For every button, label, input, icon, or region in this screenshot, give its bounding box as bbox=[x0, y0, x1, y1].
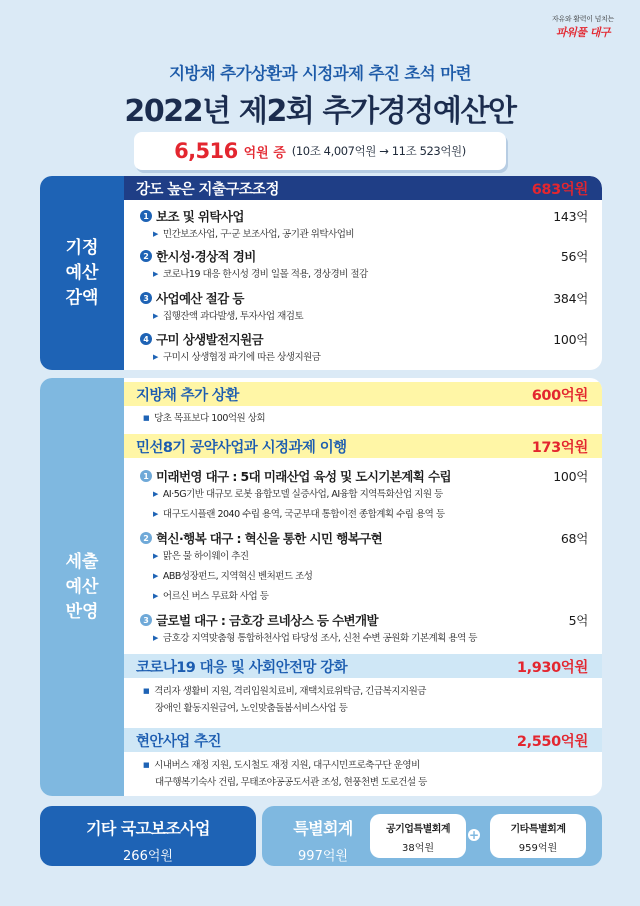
section-title: 현안사업 추진 bbox=[136, 733, 221, 750]
section-amount: 173억원 bbox=[531, 439, 588, 456]
triangle-bullet-icon: ▶ bbox=[153, 572, 158, 580]
item-title: 혁신·행복 대구 : 혁신을 통한 시민 행복구현 bbox=[156, 531, 383, 546]
section-title: 강도 높은 지출구조조정 bbox=[136, 181, 279, 198]
reduction-item-3-detail bbox=[153, 309, 588, 324]
item-title: 한시성·경상적 경비 bbox=[156, 249, 256, 264]
total-amount: 6,516 bbox=[174, 139, 238, 163]
page-title: 2022년 제2회 추가경정예산안 bbox=[124, 94, 516, 129]
item-title: 보조 및 위탁사업 bbox=[156, 209, 244, 224]
pending-note-2 bbox=[155, 775, 588, 790]
reduction-item-2-detail bbox=[153, 267, 588, 282]
detail-text: 어르신 버스 무료화 사업 등 bbox=[162, 591, 269, 602]
item-title: 미래번영 대구 : 5대 미래산업 육성 및 도시기본계획 수립 bbox=[156, 469, 451, 484]
brand-logo bbox=[552, 14, 614, 40]
item-amount: 384억 bbox=[553, 291, 588, 306]
special-account-main bbox=[278, 816, 368, 864]
special-account-box bbox=[262, 806, 602, 866]
plus-icon: + bbox=[468, 828, 480, 842]
item-amount: 100억 bbox=[553, 332, 588, 347]
pledge-item-3-detail-1 bbox=[153, 631, 588, 646]
square-bullet-icon: ■ bbox=[143, 761, 150, 769]
expenditure-block bbox=[40, 378, 602, 796]
pledge-item-1-detail-2 bbox=[153, 507, 588, 522]
note-text: 시내버스 재정 지원, 도시철도 재정 지원, 대구시민프로축구단 운영비 bbox=[154, 760, 420, 771]
total-budget-pill bbox=[134, 132, 506, 170]
box-title: 기타특별회계 bbox=[510, 824, 566, 835]
number-2-icon: 2 bbox=[140, 532, 152, 544]
box-amount: 38억원 bbox=[401, 843, 435, 854]
reduction-item-3 bbox=[140, 289, 588, 307]
detail-text: 민간보조사업, 구·군 보조사업, 공기관 위탁사업비 bbox=[162, 229, 355, 240]
square-bullet-icon: ■ bbox=[143, 687, 150, 695]
total-unit: 억원 증 bbox=[243, 145, 286, 161]
section-title: 지방채 추가 상환 bbox=[136, 387, 239, 404]
section-bond-repayment bbox=[124, 382, 602, 406]
triangle-bullet-icon: ▶ bbox=[153, 270, 158, 278]
detail-text: ABB성장펀드, 지역혁신 벤처펀드 조성 bbox=[162, 571, 313, 582]
triangle-bullet-icon: ▶ bbox=[153, 634, 158, 642]
pledge-item-2 bbox=[140, 529, 588, 547]
reduction-item-2 bbox=[140, 247, 588, 265]
detail-text: 코로나19 대응 한시성 경비 일몰 적용, 경상경비 절감 bbox=[162, 269, 368, 280]
triangle-bullet-icon: ▶ bbox=[153, 312, 158, 320]
note-text: 당초 목표보다 100억원 상회 bbox=[154, 413, 266, 424]
detail-text: 금호강 지역맞춤형 통합하천사업 타당성 조사, 신천 수변 공원화 기본계획 용역 등 bbox=[162, 633, 477, 644]
triangle-bullet-icon: ▶ bbox=[153, 552, 158, 560]
number-1-icon: 1 bbox=[140, 210, 152, 222]
pledge-item-2-detail-1 bbox=[153, 549, 588, 564]
item-amount: 143억 bbox=[553, 209, 588, 224]
item-amount: 68억 bbox=[560, 531, 588, 546]
note-text: 대구행복기숙사 건립, 무태조야공공도서관 조성, 현풍천변 도로건설 등 bbox=[155, 777, 427, 788]
triangle-bullet-icon: ▶ bbox=[153, 490, 158, 498]
section-spending-restructure bbox=[124, 176, 602, 200]
number-2-icon: 2 bbox=[140, 250, 152, 262]
special-account-amount: 997억원 bbox=[298, 849, 348, 864]
pledge-item-3 bbox=[140, 611, 588, 629]
note-text: 격리자 생활비 지원, 격리입원치료비, 재택치료위탁금, 긴급복지지원금 bbox=[154, 686, 426, 697]
section-title: 코로나19 대응 및 사회안전망 강화 bbox=[136, 659, 348, 676]
item-amount: 5억 bbox=[568, 613, 588, 628]
page-subtitle: 지방채 추가상환과 시정과제 추진 초석 마련 bbox=[169, 64, 471, 83]
section-title: 민선8기 공약사업과 시정과제 이행 bbox=[136, 439, 347, 456]
pledge-item-2-detail-3 bbox=[153, 589, 588, 604]
national-subsidy-box bbox=[40, 806, 256, 866]
reduction-item-4 bbox=[140, 330, 588, 348]
triangle-bullet-icon: ▶ bbox=[153, 510, 158, 518]
section-amount: 683억원 bbox=[531, 181, 588, 198]
pledge-item-2-detail-2 bbox=[153, 569, 588, 584]
pledge-item-1 bbox=[140, 467, 588, 485]
pledge-item-1-detail-1 bbox=[153, 487, 588, 502]
special-account-title: 특별회계 bbox=[293, 819, 353, 838]
covid-note-2 bbox=[155, 701, 588, 716]
number-3-icon: 3 bbox=[140, 614, 152, 626]
reduction-item-1 bbox=[140, 207, 588, 225]
item-amount: 56억 bbox=[560, 249, 588, 264]
national-subsidy-title: 기타 국고보조사업 bbox=[86, 819, 210, 838]
section-amount: 2,550억원 bbox=[516, 733, 588, 750]
reduction-side-label bbox=[40, 176, 124, 370]
reduction-block bbox=[40, 176, 602, 370]
item-title: 사업예산 절감 등 bbox=[156, 291, 244, 306]
brand-name: 파워풀 대구 bbox=[556, 26, 610, 39]
number-3-icon: 3 bbox=[140, 292, 152, 304]
triangle-bullet-icon: ▶ bbox=[153, 592, 158, 600]
other-special-account-box bbox=[490, 814, 586, 858]
expenditure-side-label bbox=[40, 378, 124, 796]
note-text: 장애인 활동지원급여, 노인맞춤돌봄서비스사업 등 bbox=[155, 703, 348, 714]
triangle-bullet-icon: ▶ bbox=[153, 353, 158, 361]
reduction-label: 기정 예산 감액 bbox=[65, 237, 99, 308]
section-covid-safety-net bbox=[124, 654, 602, 678]
covid-note-1 bbox=[143, 684, 588, 699]
section-amount: 600억원 bbox=[531, 387, 588, 404]
item-amount: 100억 bbox=[553, 469, 588, 484]
total-detail: (10조 4,007억원 → 11조 523억원) bbox=[291, 144, 466, 158]
item-title: 글로벌 대구 : 금호강 르네상스 등 수변개발 bbox=[156, 613, 378, 628]
section-pledge-projects bbox=[124, 434, 602, 458]
reduction-item-4-detail bbox=[153, 350, 588, 365]
detail-text: AI·5G기반 대규모 로봇 융합모델 실증사업, AI융합 지역특화산업 지원 등 bbox=[162, 489, 443, 500]
number-1-icon: 1 bbox=[140, 470, 152, 482]
public-enterprise-account-box bbox=[370, 814, 466, 858]
box-amount: 959억원 bbox=[518, 843, 558, 854]
triangle-bullet-icon: ▶ bbox=[153, 230, 158, 238]
national-subsidy-amount: 266억원 bbox=[123, 849, 173, 864]
number-4-icon: 4 bbox=[140, 333, 152, 345]
square-bullet-icon: ■ bbox=[143, 414, 150, 422]
detail-text: 맑은 물 하이웨이 추진 bbox=[162, 551, 249, 562]
detail-text: 집행잔액 과다발생, 투자사업 재검토 bbox=[162, 311, 304, 322]
detail-text: 구미시 상생협정 파기에 따른 상생지원금 bbox=[162, 352, 321, 363]
section-amount: 1,930억원 bbox=[516, 659, 588, 676]
box-title: 공기업특별회계 bbox=[385, 824, 451, 835]
item-title: 구미 상생발전지원금 bbox=[156, 332, 264, 347]
pending-note-1 bbox=[143, 758, 588, 773]
detail-text: 대구도시플랜 2040 수립 용역, 국군부대 통합이전 종합계획 수립 용역 등 bbox=[162, 509, 445, 520]
reduction-item-1-detail bbox=[153, 227, 588, 242]
bond-repayment-note bbox=[143, 411, 588, 426]
section-pending-projects bbox=[124, 728, 602, 752]
brand-slogan: 자유와 활력이 넘치는 bbox=[551, 15, 614, 23]
expenditure-label: 세출 예산 반영 bbox=[65, 551, 99, 622]
